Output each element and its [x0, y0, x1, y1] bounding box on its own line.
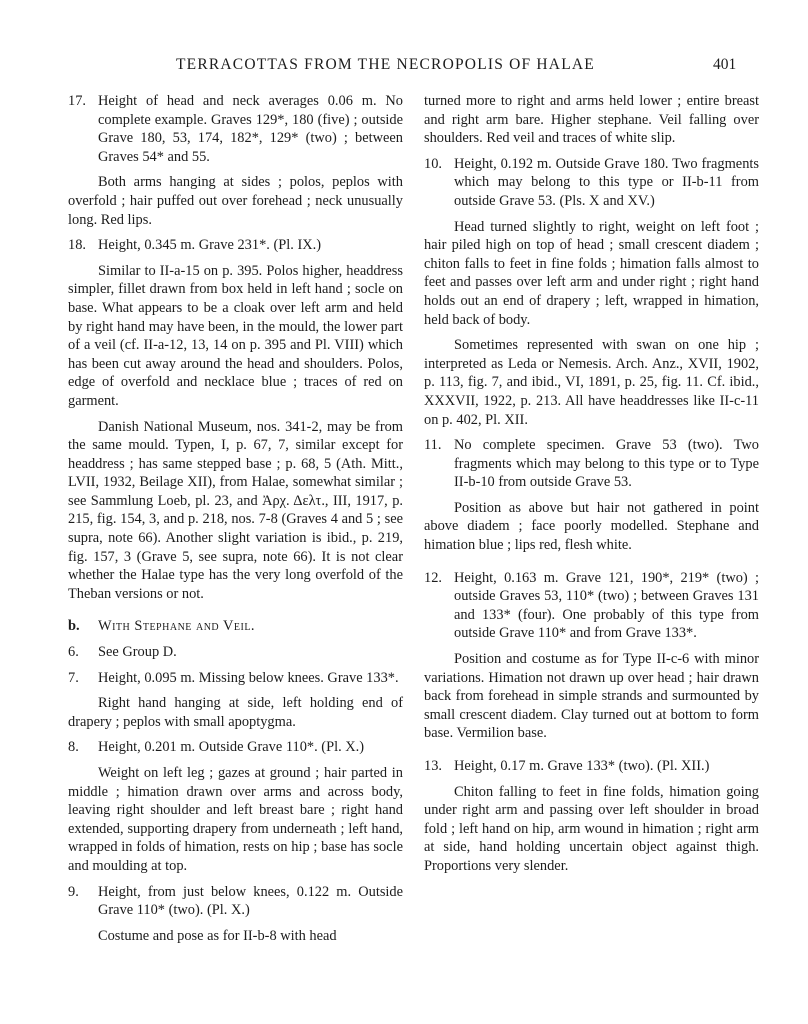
entry-8-description: Weight on left leg ; gazes at ground ; hair parted in middle ; himation drawn over arms and across body, leaving right shoulder and left breast bare ; right hand extended, supporting drapery from underneath ; left hand, wrapped in folds of himation, rests on hip ; base has socle and moulding at top. — [68, 765, 403, 874]
right-column — [424, 92, 759, 876]
entry-7-number: 7. — [68, 669, 79, 686]
entry-12-heading — [424, 569, 759, 643]
entry-10-comparanda: Sometimes represented with swan on one hip ; interpreted as Leda or Nemesis. Arch. Anz., XVII, 1902, p. 113, fig. 7, and ibid., VI, 1891, p. 25, fig. 11. Cf. ibid., XXXVII, 1922, p. 213. All have headdresses like II-c-11 on p. 402, Pl. XII. — [424, 337, 759, 428]
entry-13-text: Height, 0.17 m. Grave 133* (two). (Pl. XII.) — [454, 758, 710, 774]
entry-13-number: 13. — [424, 758, 442, 774]
entry-11-number: 11. — [424, 437, 442, 454]
entry-18-description: Similar to II-a-15 on p. 395. Polos higher, headdress simpler, fillet drawn from box held in left hand ; socle on base. What appears to be a cloak over left arm and held by right hand may have been, in the mould, the lower part of a veil (cf. II-a-12, 13, 14 on p. 395 and Pl. VIII) which has been cut away around the head and shoulders. Polos, edge of overfold and necklace blue ; traces of red on garment. — [68, 262, 403, 409]
entry-6-number: 6. — [68, 644, 79, 661]
entry-10-number: 10. — [424, 155, 442, 172]
entry-12-text: Height, 0.163 m. Grave 121, 190*, 219* (two) ; outside Graves 53, 110* (two) ; between Graves 131 and 133* (four). One probably of this type from outside Grave 110* and from Grave 133*. — [454, 569, 759, 642]
entry-8-text: Height, 0.201 m. Outside Grave 110*. (Pl. X.) — [98, 739, 365, 756]
entry-17-heading — [68, 92, 403, 166]
entry-11-heading — [424, 436, 759, 492]
entry-17-text: Height of head and neck averages 0.06 m. No complete example. Graves 129*, 180 (five) ; outside Grave 180, 53, 174, 182*, 129* (two) ; between Graves 54* and 55. — [98, 93, 403, 165]
entry-6-text: See Group D. — [98, 644, 177, 661]
entry-10-heading — [424, 155, 759, 211]
entry-12-number: 12. — [424, 569, 442, 586]
continued-text: turned more to right and arms held lower ; entire breast and right arm bare. Higher stephane. Veil falling over shoulders. Red veil and traces of white slip. — [424, 93, 759, 147]
entry-8-heading — [68, 738, 403, 757]
section-title: With Stephane and Veil. — [98, 618, 256, 635]
entry-9-number: 9. — [68, 883, 79, 900]
section-heading — [68, 617, 403, 636]
entry-7-description: Right hand hanging at side, left holding end of drapery ; peplos with small apoptygma. — [68, 695, 403, 730]
entry-9-description: Costume and pose as for II-b-8 with head — [98, 927, 337, 944]
entry-12-description: Position and costume as for Type II-c-6 with minor variations. Himation not drawn up over head ; hair drawn back from forehead in simple strands and surmounted by small crescent diadem. Clay turned out at bottom to form base. Vermilion base. — [424, 651, 759, 742]
entry-18-text: Height, 0.345 m. Grave 231*. (Pl. IX.) — [98, 237, 322, 254]
entry-7-heading — [68, 669, 403, 688]
entry-9-heading — [68, 883, 403, 920]
entry-9-text: Height, from just below knees, 0.122 m. Outside Grave 110* (two). (Pl. X.) — [98, 883, 403, 919]
entry-13-heading — [424, 757, 759, 776]
page-number: 401 — [713, 56, 737, 73]
entry-7-text: Height, 0.095 m. Missing below knees. Grave 133*. — [98, 669, 399, 686]
entry-18-number: 18. — [68, 237, 86, 254]
entry-17-number: 17. — [68, 93, 86, 109]
entry-6-heading — [68, 643, 403, 662]
entry-11-description: Position as above but hair not gathered in point above diadem ; face poorly modelled. Stephane and himation blue ; lips red, flesh white. — [424, 499, 759, 554]
entry-13-description: Chiton falling to feet in fine folds, himation going under right arm and passing over left shoulder in broad fold ; left hand on hip, arm wound in himation ; right arm at side, hand holding uncertain object against thigh. Proportions very slender. — [424, 783, 759, 874]
entry-18-comparanda: Danish National Museum, nos. 341-2, may be from the same mould. Typen, I, p. 67, 7, similar except for headdress ; has same stepped base ; p. 68, 5 (Ath. Mitt., LVII, 1932, Beilage XII), from Halae, somewhat similar ; see Sammlung Loeb, pl. 23, and Ἀρχ. Δελτ., III, 1917, p. 215, fig. 154, 3, and p. 218, nos. 7-8 (Graves 4 and 5 ; see supra, note 66). Another slight variation is ibid., p. 219, fig. 157, 3 (Grave 5, see supra, note 66). It is not clear whether the Halae type has the very long overfold of the Theban versions or not. — [68, 418, 403, 602]
entry-17-description: Both arms hanging at sides ; polos, peplos with overfold ; hair puffed out over forehead ; neck unusually long. Red lips. — [68, 174, 403, 228]
section-letter: b. — [68, 618, 80, 635]
running-head: TERRACOTTAS FROM THE NECROPOLIS OF HALAE — [176, 56, 595, 73]
entry-11-text: No complete specimen. Grave 53 (two). Two fragments which may belong to this type or to Type II-b-10 from outside Grave 53. — [454, 437, 759, 491]
entry-18-heading — [68, 236, 403, 255]
entry-10-text: Height, 0.192 m. Outside Grave 180. Two fragments which may belong to this type or II-b-11 from outside Grave 53. (Pls. X and XV.) — [454, 155, 759, 209]
entry-10-description: Head turned slightly to right, weight on left foot ; hair piled high on top of head ; small crescent diadem ; chiton falls to feet in fine folds ; himation falls almost to feet and passes over left arm and under right ; right hand holds out an end of drapery ; left, wrapped in himation, held back of body. — [424, 218, 759, 328]
entry-8-number: 8. — [68, 739, 79, 756]
left-column — [68, 92, 403, 945]
